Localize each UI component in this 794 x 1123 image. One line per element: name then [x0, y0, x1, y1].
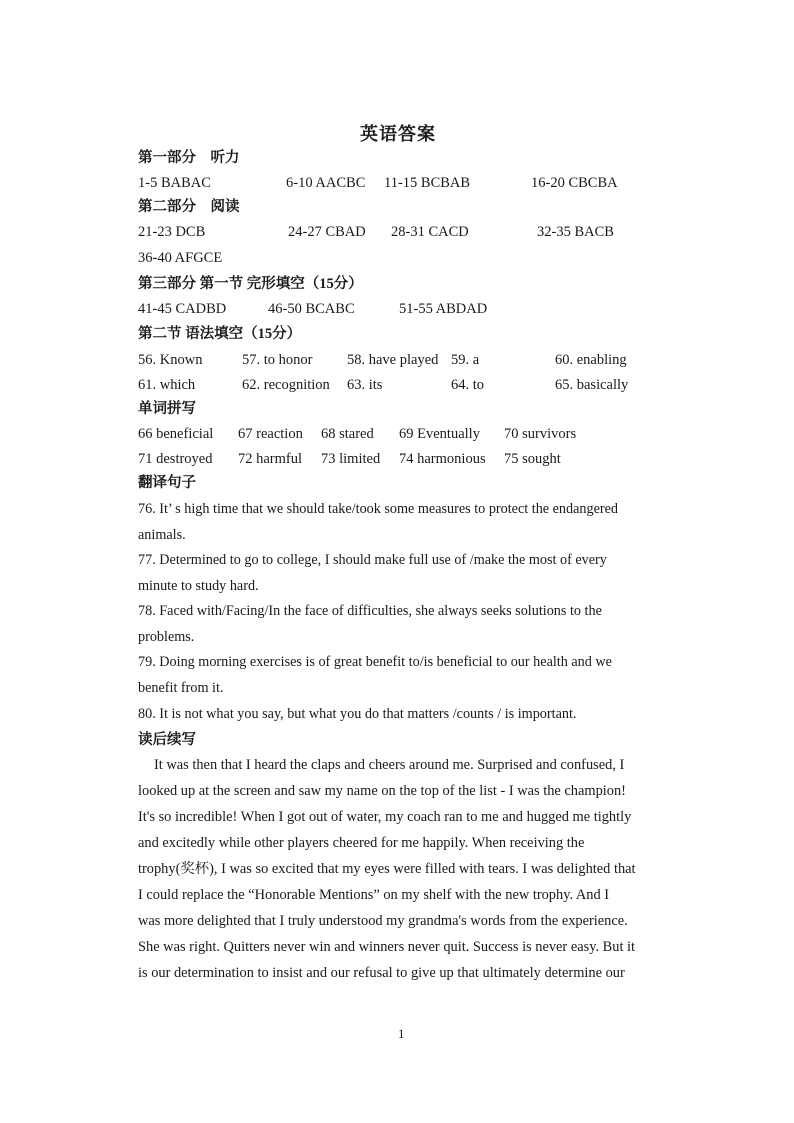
answer-item: 67 reaction: [238, 426, 303, 442]
answer-item: 57. to honor: [242, 352, 313, 368]
answer-item: 62. recognition: [242, 377, 330, 393]
answer-item: 73 limited: [321, 451, 381, 467]
translation-item-76: [138, 496, 662, 548]
answer-group: 21-23 DCB: [138, 224, 206, 240]
answer-item: 59. a: [451, 352, 480, 368]
answer-item: 74 harmonious: [399, 451, 486, 467]
answer-item: 61. which: [138, 377, 196, 393]
translation-line: minute to study hard.: [138, 578, 259, 594]
answer-item: 71 destroyed: [138, 451, 213, 467]
translation-item-79: [138, 649, 662, 701]
story-line: was more delighted that I truly understood my grandma's words from the experience.: [138, 913, 628, 929]
story-line: It's so incredible! When I got out of water, my coach ran to me and hugged me tightly: [138, 809, 632, 825]
translation-line: 80. It is not what you say, but what you do that matters /counts / is important.: [138, 706, 577, 722]
story-line: She was right. Quitters never win and winners never quit. Success is never easy. But it: [138, 939, 636, 955]
continuation-heading: 读后续写: [138, 732, 196, 748]
translation-line: 77. Determined to go to college, I should make full use of /make the most of every: [138, 552, 607, 568]
translation-item-77: [138, 547, 662, 599]
page-number: 1: [398, 1026, 405, 1041]
answer-item: 72 harmful: [238, 451, 303, 467]
story-line: is our determination to insist and our refusal to give up that ultimately determine our: [138, 965, 625, 981]
answer-group: 46-50 BCABC: [268, 301, 355, 317]
continuation-story: [138, 752, 662, 986]
answer-item: 56. Known: [138, 352, 203, 368]
translation-line: benefit from it.: [138, 680, 224, 696]
page-title: 英语答案: [360, 124, 436, 144]
story-line: looked up at the screen and saw my name on the top of the list - I was the champion!: [138, 783, 626, 799]
answer-item: 58. have played: [347, 352, 439, 368]
translation-line: animals.: [138, 527, 186, 543]
translation-heading: 翻译句子: [138, 475, 196, 491]
answer-group: 6-10 AACBC: [286, 175, 366, 191]
answer-group: 28-31 CACD: [391, 224, 469, 240]
answer-item: 70 survivors: [504, 426, 577, 442]
answer-item: 63. its: [347, 377, 383, 393]
translation-item-78: [138, 598, 662, 650]
answer-item: 75 sought: [504, 451, 561, 467]
answer-group: 11-15 BCBAB: [384, 175, 471, 191]
answer-item: 66 beneficial: [138, 426, 214, 442]
answer-item: 69 Eventually: [399, 426, 480, 442]
answer-item: 65. basically: [555, 377, 629, 393]
part3-heading: 第三部分 第一节 完形填空（15分）: [138, 276, 363, 292]
answer-group: 41-45 CADBD: [138, 301, 227, 317]
answer-group: 24-27 CBAD: [288, 224, 366, 240]
part2-heading: 第二部分 阅读: [138, 199, 240, 215]
answer-group: 1-5 BABAC: [138, 175, 211, 191]
part1-heading: 第一部分 听力: [138, 150, 240, 166]
spelling-heading: 单词拼写: [138, 401, 196, 417]
translation-line: 76. It’ s high time that we should take/took some measures to protect the endangered: [138, 501, 619, 517]
story-line: trophy(奖杯), I was so excited that my eyes were filled with tears. I was delighted that: [138, 861, 636, 877]
translation-line: 79. Doing morning exercises is of great benefit to/is beneficial to our health and we: [138, 654, 612, 670]
answer-group: 36-40 AFGCE: [138, 250, 223, 266]
answer-item: 68 stared: [321, 426, 374, 442]
translation-item-80: [138, 701, 662, 727]
translation-line: problems.: [138, 629, 195, 645]
answer-group: 32-35 BACB: [537, 224, 614, 240]
section2-heading: 第二节 语法填空（15分）: [138, 326, 302, 342]
answer-item: 60. enabling: [555, 352, 627, 368]
story-line: It was then that I heard the claps and cheers around me. Surprised and confused, I: [154, 757, 625, 773]
story-line: and excitedly while other players cheered for me happily. When receiving the: [138, 835, 585, 851]
translation-line: 78. Faced with/Facing/In the face of difficulties, she always seeks solutions to the: [138, 603, 602, 619]
answer-group: 16-20 CBCBA: [531, 175, 618, 191]
answer-group: 51-55 ABDAD: [399, 301, 488, 317]
answer-item: 64. to: [451, 377, 485, 393]
story-line: I could replace the “Honorable Mentions” on my shelf with the new trophy. And I: [138, 887, 610, 903]
